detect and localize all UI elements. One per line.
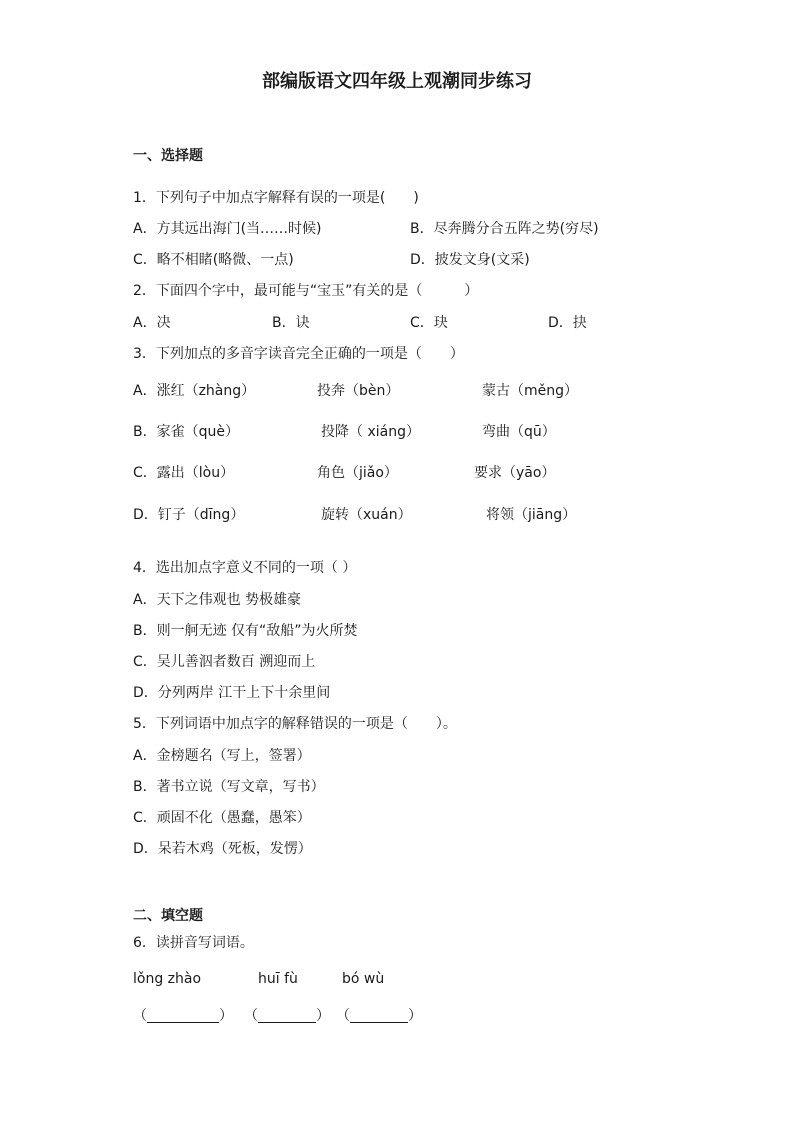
question-3-stem: 3．下列加点的多音字读音完全正确的一项是（ ） <box>133 346 464 362</box>
question-3-option-b-item-2: 投降（ xiáng） <box>321 424 420 440</box>
page-title: 部编版语文四年级上观潮同步练习 <box>262 71 532 92</box>
question-3-option-c-item-3: 要求（yāo） <box>474 465 556 481</box>
question-5-option-b: B．著书立说（写文章，写书） <box>133 779 325 795</box>
question-3-option-d-item-1: D．钉子（dīng） <box>133 507 245 523</box>
paren-open: （ <box>336 1008 350 1024</box>
blank-line[interactable] <box>147 1008 219 1023</box>
question-1-option-a: A．方其远出海门(当……时候) <box>133 221 322 237</box>
paren-close: ） <box>408 1008 422 1024</box>
question-2-option-a: A．决 <box>133 315 171 331</box>
question-3-option-b-item-1: B．家雀（què） <box>133 424 239 440</box>
question-1-option-c: C．略不相睹(略微、一点) <box>133 252 294 268</box>
pinyin-2: huī fù <box>258 971 298 987</box>
question-3-option-c-item-1: C．露出（lòu） <box>133 465 235 481</box>
question-4-option-c: C．吴儿善泅者数百 溯迎而上 <box>133 654 316 670</box>
question-5-option-c: C．顽固不化（愚蠢，愚笨） <box>133 810 311 826</box>
question-2-stem: 2．下面四个字中，最可能与“宝玉”有关的是（ ） <box>133 283 479 299</box>
question-5-stem: 5．下列词语中加点字的解释错误的一项是（ ）。 <box>133 716 457 732</box>
question-5-option-a: A．金榜题名（写上，签署） <box>133 748 311 764</box>
section-heading-choice: 一、选择题 <box>133 148 203 164</box>
question-3-option-a-item-3: 蒙古（měng） <box>482 383 579 399</box>
question-2-option-c: C．玦 <box>410 315 448 331</box>
answer-blank-3[interactable] <box>336 1008 422 1023</box>
question-4-stem: 4．选出加点字意义不同的一项（ ） <box>133 560 357 576</box>
answer-blank-2[interactable] <box>244 1008 330 1023</box>
paren-close: ） <box>316 1008 330 1024</box>
pinyin-1: lǒng zhào <box>133 971 202 987</box>
paren-open: （ <box>244 1008 258 1024</box>
question-1-option-b: B．尽奔腾分合五阵之势(穷尽) <box>410 221 599 237</box>
question-3-option-a-item-1: A．涨红（zhàng） <box>133 383 256 399</box>
question-5-option-d: D．呆若木鸡（死板，发愣） <box>133 841 312 857</box>
question-4-option-a: A．天下之伟观也 势极雄豪 <box>133 592 302 608</box>
question-3-option-a-item-2: 投奔（bèn） <box>317 383 400 399</box>
blank-line[interactable] <box>258 1008 316 1023</box>
question-3-option-d-item-2: 旋转（xuán） <box>321 507 412 523</box>
blank-line[interactable] <box>350 1008 408 1023</box>
paren-close: ） <box>219 1008 233 1024</box>
question-3-option-b-item-3: 弯曲（qū） <box>482 424 556 440</box>
question-2-option-b: B．诀 <box>272 315 310 331</box>
question-6-stem: 6．读拼音写词语。 <box>133 935 254 951</box>
question-1-stem: 1．下列句子中加点字解释有误的一项是( ) <box>133 190 419 206</box>
pinyin-3: bó wù <box>342 971 385 987</box>
question-2-option-d: D．抉 <box>548 315 587 331</box>
paren-open: （ <box>133 1008 147 1024</box>
question-4-option-b: B．则一舸无迹 仅有“敌船”为火所焚 <box>133 623 358 639</box>
question-3-option-d-item-3: 将领（jiāng） <box>486 507 577 523</box>
answer-blank-1[interactable] <box>133 1008 233 1023</box>
question-3-option-c-item-2: 角色（jiǎo） <box>317 465 398 481</box>
question-1-option-d: D．披发文身(文采) <box>410 252 530 268</box>
section-heading-fill: 二、填空题 <box>133 908 203 924</box>
question-4-option-d: D．分列两岸 江干上下十余里间 <box>133 685 331 701</box>
